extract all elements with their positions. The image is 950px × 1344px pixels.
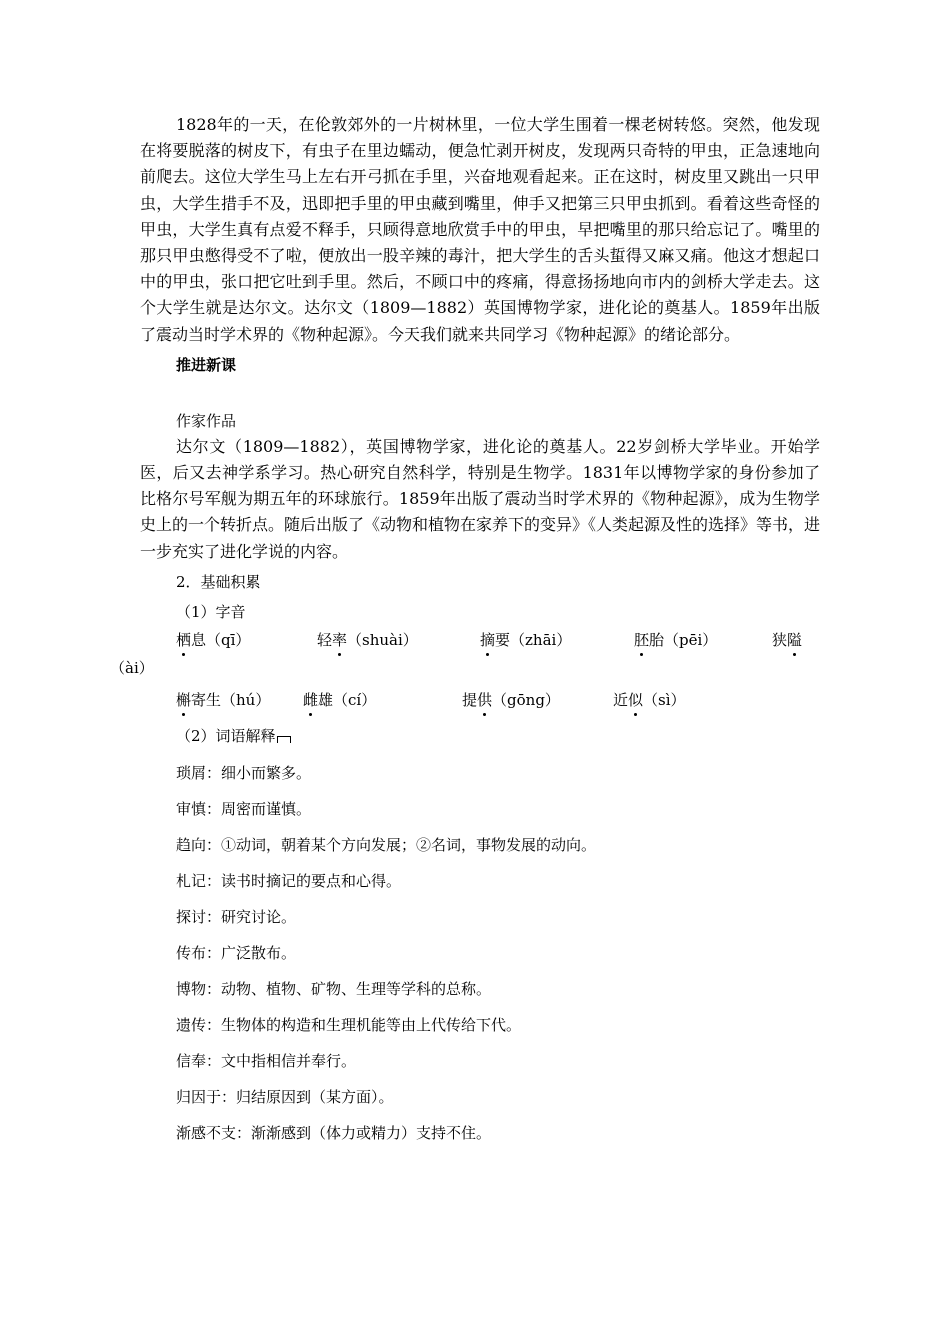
dotted-char: 栖 [176, 625, 191, 655]
vocab-term: 归因于 [176, 1087, 222, 1106]
vocab-definition: 周密而谨慎。 [221, 799, 312, 818]
pron-rest: （gōng） [492, 690, 560, 709]
vocab-heading-text: （2）词语解释 [176, 726, 276, 745]
vocab-item: 琐屑：细小而繁多。 [176, 763, 312, 782]
pron-item [176, 625, 250, 655]
pron-item [613, 685, 686, 715]
vocab-item: 札记：读书时摘记的要点和心得。 [176, 871, 402, 890]
vocab-term: 探讨 [176, 907, 207, 926]
spacer [140, 378, 820, 408]
pron-item [303, 685, 376, 715]
vocab-term: 趋向 [176, 835, 207, 854]
pron-rest: 胎（pēi） [649, 630, 718, 649]
text-cursor-icon [277, 736, 291, 743]
pron-pre: 狭 [772, 630, 788, 649]
dotted-char: 槲 [176, 685, 191, 715]
pron-wrap-tail: （ài） [110, 658, 154, 677]
pron-item [480, 625, 571, 655]
dotted-char: 率 [332, 625, 347, 655]
dotted-char: 供 [477, 685, 492, 715]
pron-rest: （sì） [643, 690, 686, 709]
dotted-char: 隘 [787, 625, 802, 655]
vocab-item: 审慎：周密而谨慎。 [176, 799, 312, 818]
document-page [110, 112, 821, 1159]
vocab-item: 渐感不支：渐渐感到（体力或精力）支持不住。 [176, 1123, 492, 1142]
vocab-definition: 生物体的构造和生理机能等由上代传给下代。 [221, 1015, 522, 1034]
pron-item [462, 685, 560, 715]
pron-row-2 [140, 685, 820, 715]
pron-item [176, 685, 270, 715]
vocab-item: 探讨：研究讨论。 [176, 907, 297, 926]
vocab-term: 琐屑 [176, 763, 207, 782]
pron-rest: 要（zhāi） [495, 630, 572, 649]
pron-item [772, 625, 802, 655]
pron-pre: 提 [462, 690, 478, 709]
vocab-definition: 文中指相信并奉行。 [221, 1051, 357, 1070]
pron-rest: （shuài） [347, 630, 418, 649]
vocab-definition: ①动词，朝着某个方向发展；②名词，事物发展的动向。 [221, 835, 597, 854]
section-heading: 推进新课 [176, 355, 237, 374]
vocab-definition: 归结原因到（某方面）。 [236, 1087, 394, 1106]
dotted-char: 似 [628, 685, 643, 715]
vocab-term: 遗传 [176, 1015, 207, 1034]
vocab-definition: 细小而繁多。 [221, 763, 312, 782]
vocab-list [140, 763, 820, 1143]
vocab-definition: 研究讨论。 [221, 907, 297, 926]
dotted-char: 雌 [303, 685, 318, 715]
vocab-item: 博物：动物、植物、矿物、生理等学科的总称。 [176, 979, 492, 998]
pron-row-1 [140, 625, 820, 655]
pron-item [317, 625, 418, 655]
basics-heading: 2．基础积累 [176, 572, 261, 591]
vocab-item: 传布：广泛散布。 [176, 943, 297, 962]
vocab-term: 传布 [176, 943, 207, 962]
vocab-term: 博物 [176, 979, 207, 998]
vocab-term: 渐感不支 [176, 1123, 237, 1142]
author-heading: 作家作品 [176, 411, 237, 430]
dotted-char: 胚 [634, 625, 649, 655]
pron-rest: 雄（cí） [318, 690, 377, 709]
vocab-term: 札记 [176, 871, 207, 890]
vocab-item: 归因于：归结原因到（某方面）。 [176, 1087, 394, 1106]
vocab-term: 信奉 [176, 1051, 207, 1070]
pron-rest: 寄生（hú） [191, 690, 271, 709]
vocab-item: 趋向：①动词，朝着某个方向发展；②名词，事物发展的动向。 [176, 835, 597, 854]
vocab-item: 遗传：生物体的构造和生理机能等由上代传给下代。 [176, 1015, 522, 1034]
pron-pre: 近 [613, 690, 629, 709]
pron-rest: 息（qī） [191, 630, 251, 649]
vocab-term: 审慎 [176, 799, 207, 818]
intro-paragraph: 1828年的一天，在伦敦郊外的一片树林里，一位大学生围着一棵老树转悠。突然，他发现在将要脱落的树皮下，有虫子在里边蠕动，便急忙剥开树皮，发现两只奇特的甲虫，正急速地向前爬去。这位大学生马上左右开弓抓在手里，兴奋地观看起来。正在这时，树皮里又跳出一只甲虫，大学生措手不及，迅即把手里的甲虫藏到嘴里，伸手又把第三只甲虫抓到。看着这些奇怪的甲虫，大学生真有点爱不释手，只顾得意地欣赏手中的甲虫，早把嘴里的那只给忘记了。嘴里的那只甲虫憋得受不了啦，便放出一股辛辣的毒汁，把大学生的舌头蜇得又麻又痛。他这才想起口中的甲虫，张口把它吐到手里。然后，不顾口中的疼痛，得意扬扬地向市内的剑桥大学走去。这个大学生就是达尔文。达尔文（1809—1882）英国博物学家，进化论的奠基人。1859年出版了震动当时学术界的《物种起源》。今天我们就来共同学习《物种起源》的绪论部分。 [140, 115, 820, 344]
pron-pre: 轻 [317, 630, 333, 649]
pron-item [634, 625, 717, 655]
vocab-definition: 广泛散布。 [221, 943, 297, 962]
pron-heading: （1）字音 [176, 602, 246, 621]
vocab-heading [140, 723, 820, 749]
vocab-definition: 读书时摘记的要点和心得。 [221, 871, 402, 890]
author-paragraph: 达尔文（1809—1882），英国博物学家，进化论的奠基人。22岁剑桥大学毕业。开始学医，后又去神学系学习。热心研究自然科学，特别是生物学。1831年以博物学家的身份参加了比格尔号军舰为期五年的环球旅行。1859年出版了震动当时学术界的《物种起源》，成为生物学史上的一个转折点。随后出版了《动物和植物在家养下的变异》《人类起源及性的选择》等书，进一步充实了进化学说的内容。 [140, 436, 821, 561]
vocab-item: 信奉：文中指相信并奉行。 [176, 1051, 357, 1070]
vocab-definition: 渐渐感到（体力或精力）支持不住。 [251, 1123, 492, 1142]
dotted-char: 摘 [480, 625, 495, 655]
vocab-definition: 动物、植物、矿物、生理等学科的总称。 [221, 979, 492, 998]
